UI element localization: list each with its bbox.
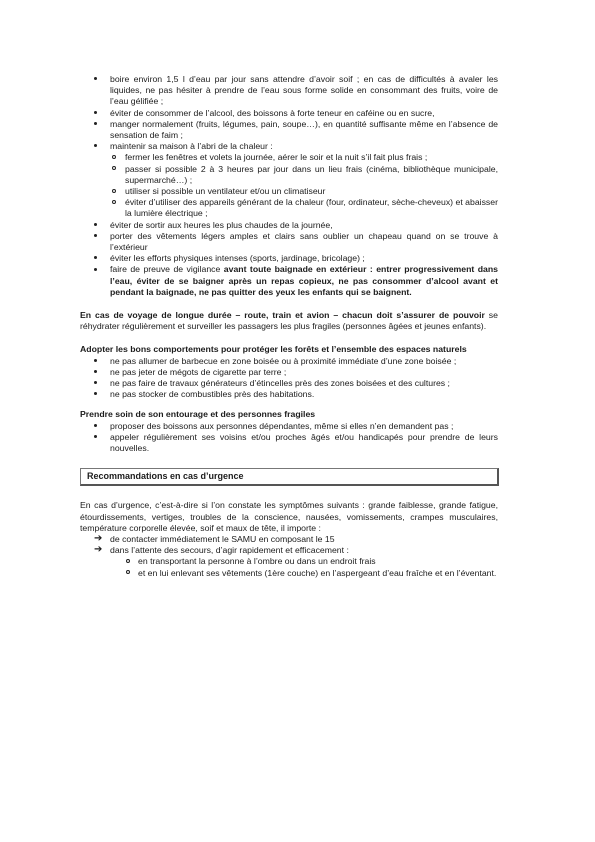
urgence-arrow-item: ➔ de contacter immédiatement le SAMU en composant le 15 xyxy=(94,532,335,544)
fragiles-list xyxy=(80,421,498,455)
list-item: éviter les efforts physiques intenses (sports, jardinage, bricolage) ; xyxy=(80,253,498,264)
circle-bullet-icon xyxy=(112,189,116,193)
bullet-icon xyxy=(94,392,97,395)
bullet-icon xyxy=(94,370,97,373)
list-item: ne pas jeter de mégots de cigarette par terre ; xyxy=(80,367,498,378)
list-item: ne pas faire de travaux générateurs d’étincelles près des zones boisées et des cultures ; xyxy=(80,378,498,389)
bullet-icon xyxy=(94,435,97,438)
forets-heading: Adopter les bons comportements pour protéger les forêts et l’ensemble des espaces naturels xyxy=(80,344,467,355)
list-item: éviter de sortir aux heures les plus chaudes de la journée, xyxy=(80,220,498,231)
forets-list xyxy=(80,356,498,401)
bullet-icon xyxy=(94,424,97,427)
urgence-sub-item: en transportant la personne à l’ombre ou dans un endroit frais xyxy=(80,556,498,567)
list-item: proposer des boissons aux personnes dépendantes, même si elles n’en demandent pas ; xyxy=(80,421,498,432)
circle-bullet-icon xyxy=(126,570,130,574)
list-item: boire environ 1,5 l d’eau par jour sans attendre d’avoir soif ; en cas de difficultés à avaler les liquides, ne pas hésiter à prendre de l’eau sous forme solide en consommant des fruits, voire de l’eau gélifiée ; xyxy=(80,74,498,108)
content-column xyxy=(80,74,498,579)
bullet-icon xyxy=(94,359,97,362)
bullet-icon xyxy=(94,268,97,271)
voyage-paragraph: En cas de voyage de longue durée – route, train et avion – chacun doit s’assurer de pouvoir se réhydrater régulièrement et surveiller les passagers les plus fragiles (personnes âgées et jeunes enfants). xyxy=(80,310,498,332)
urgence-arrow-item: ➔ dans l’attente des secours, d’agir rapidement et efficacement : xyxy=(94,544,349,556)
circle-bullet-icon xyxy=(112,155,116,159)
fragiles-heading: Prendre soin de son entourage et des personnes fragiles xyxy=(80,409,316,420)
sub-list-item: passer si possible 2 à 3 heures par jour dans un lieu frais (cinéma, bibliothèque municipale, supermarché…) ; xyxy=(80,164,498,186)
list-item: ne pas stocker de combustibles près des habitations. xyxy=(80,389,498,400)
list-item: ne pas allumer de barbecue en zone boisée ou à proximité immédiate d’une zone boisée ; xyxy=(80,356,498,367)
arrow-right-icon: ➔ xyxy=(94,532,103,544)
urgence-sub-item: et en lui enlevant ses vêtements (1ère couche) en l’aspergeant d’eau fraîche et en l’éventant. xyxy=(80,568,498,579)
bullet-icon xyxy=(94,111,97,114)
sub-list-item: éviter d’utiliser des appareils générant de la chaleur (four, ordinateur, sèche-cheveux) et abaisser la lumière électrique ; xyxy=(80,197,498,219)
circle-bullet-icon xyxy=(112,200,116,204)
section-title-box: Recommandations en cas d’urgence xyxy=(80,468,499,486)
bullet-icon xyxy=(94,122,97,125)
list-item: porter des vêtements légers amples et clairs sans oublier un chapeau quand on se trouve à l’extérieur xyxy=(80,231,498,253)
list-item: manger normalement (fruits, légumes, pain, soupe…), en quantité suffisante même en l’absence de sensation de faim ; xyxy=(80,119,498,141)
bullet-icon xyxy=(94,381,97,384)
arrow-right-icon: ➔ xyxy=(94,544,103,556)
bullet-icon xyxy=(94,234,97,237)
list-item: éviter de consommer de l’alcool, des boissons à forte teneur en caféine ou en sucre, xyxy=(80,108,498,119)
bullet-icon xyxy=(94,144,97,147)
list-item: appeler régulièrement ses voisins et/ou proches âgés et/ou handicapés pour prendre de leurs nouvelles. xyxy=(80,432,498,454)
advice-list xyxy=(80,74,498,298)
circle-bullet-icon xyxy=(112,166,116,170)
list-item: maintenir sa maison à l’abri de la chaleur : xyxy=(80,141,498,152)
circle-bullet-icon xyxy=(126,559,130,563)
urgence-intro: En cas d’urgence, c’est-à-dire si l’on constate les symptômes suivants : grande faiblesse, grande fatigue, étourdissements, vertiges, troubles de la conscience, nausées, vomissements, crampes musculaires, température corporelle élevée, soif et maux de tête, il importe : xyxy=(80,500,498,533)
list-item-baignade: faire de preuve de vigilance avant toute baignade en extérieur : entrer progressivement dans l’eau, éviter de se baigner après un repas copieux, ne pas consommer d’alcool avant et pendant la baignade, ne pas quitter des yeux les enfants qui se baignent. xyxy=(80,264,498,298)
bullet-icon xyxy=(94,256,97,259)
sub-list-item: utiliser si possible un ventilateur et/ou un climatiseur xyxy=(80,186,498,197)
sub-list-item: fermer les fenêtres et volets la journée, aérer le soir et la nuit s’il fait plus frais ; xyxy=(80,152,498,163)
bullet-icon xyxy=(94,223,97,226)
bullet-icon xyxy=(94,77,97,80)
